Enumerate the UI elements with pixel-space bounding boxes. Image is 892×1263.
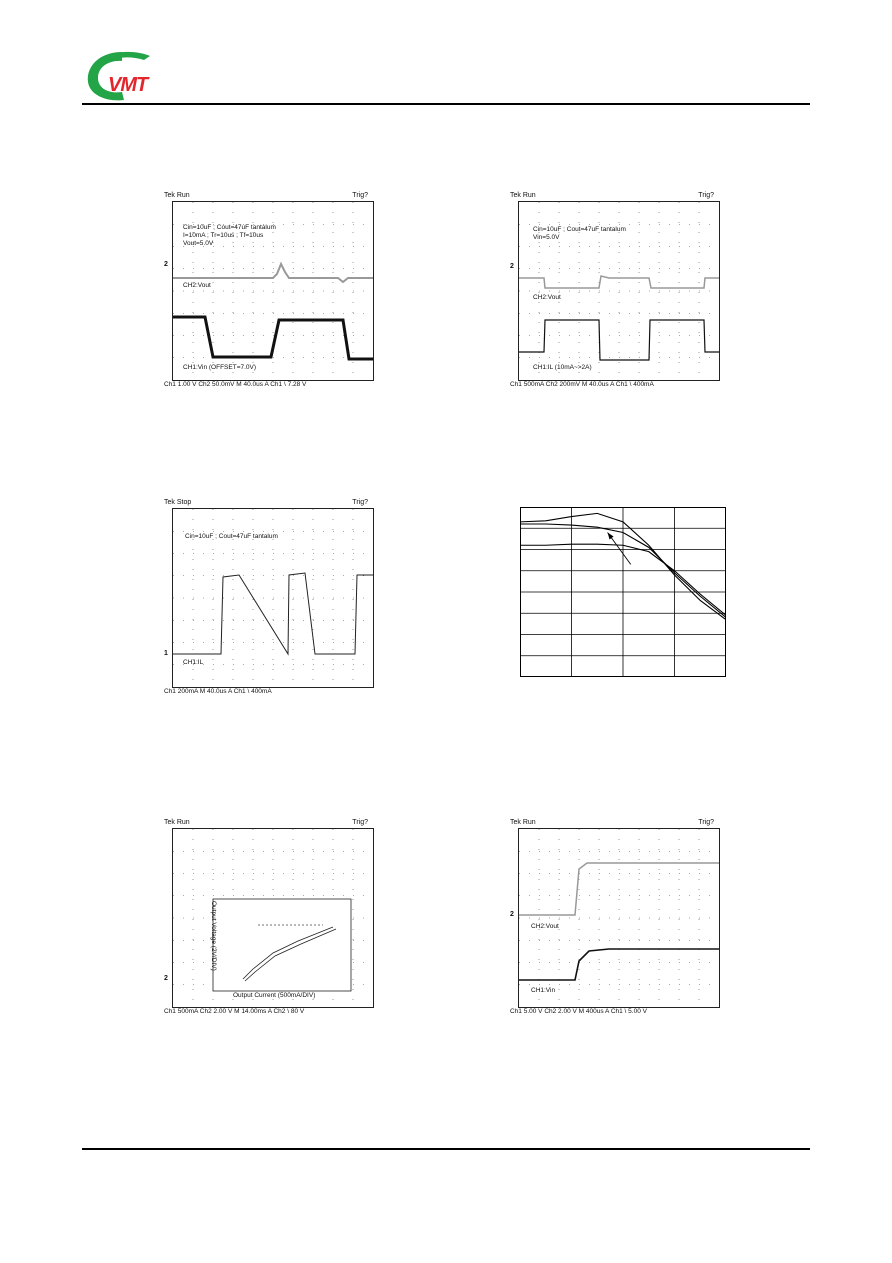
ch2-label: CH2:Vout <box>183 282 211 289</box>
note-line: Cin=10uF ; Cout=47uF tantalum <box>183 224 276 231</box>
scope-status: Tek Run <box>164 192 190 199</box>
ch2-marker: 2 <box>510 911 514 918</box>
chart-svg <box>520 507 726 677</box>
logo-text: VMT <box>108 74 148 96</box>
scope-status: Tek Run <box>510 192 536 199</box>
annotation-arrowhead <box>608 533 614 540</box>
scope-settings: Ch1 500mA Ch2 2.00 V M 14.00ms A Ch2 \ 80 V <box>164 1008 305 1015</box>
note-line: Cin=10uF ; Cout=47uF tantalum <box>185 533 278 540</box>
ch1-label: CH1:Vin (OFFSET=7.0V) <box>183 364 257 371</box>
trigger-status: Trig? <box>698 819 714 826</box>
ch2-label: CH2:Vout <box>533 294 561 301</box>
scope-startup <box>510 818 722 1016</box>
trigger-status: Trig? <box>698 192 714 199</box>
scope-screen <box>518 828 720 1008</box>
scope-current-limit <box>164 818 376 1016</box>
trigger-status: Trig? <box>352 192 368 199</box>
scope-settings: Ch1 200mA M 40.0us A Ch1 \ 400mA <box>164 688 272 695</box>
ch2-marker: 2 <box>164 975 168 982</box>
inset-ylabel: Output Voltage (2V/DIV) <box>210 901 217 971</box>
trigger-status: Trig? <box>352 819 368 826</box>
ch1-label: CH1:IL <box>183 659 204 666</box>
footer-rule <box>82 1148 810 1150</box>
scope-screen <box>172 828 374 1008</box>
scope-status: Tek Run <box>510 819 536 826</box>
company-logo <box>82 44 172 104</box>
scope-screen <box>518 201 720 381</box>
ch1-label: CH1:Vin <box>531 987 556 994</box>
scope-inductor-current <box>164 498 376 696</box>
note-line: I=10mA ; Tr=10us ; Tf=10us <box>183 232 264 239</box>
scope-settings: Ch1 500mA Ch2 200mV M 40.0us A Ch1 \ 400mA <box>510 381 654 388</box>
ch2-marker: 2 <box>510 263 514 270</box>
ch2-marker: 2 <box>164 261 168 268</box>
derating-chart <box>520 507 726 677</box>
ch1-label: CH1:IL (10mA~>2A) <box>533 364 592 371</box>
note-line: Vin=5.0V <box>533 234 560 241</box>
scope-settings: Ch1 1.00 V Ch2 50.0mV M 40.0us A Ch1 \ 7.28 V <box>164 381 307 388</box>
scope-screen <box>172 508 374 688</box>
note-line: Cin=10uF ; Cout=47uF tantalum <box>533 226 626 233</box>
inset-xlabel: Output Current (500mA/DIV) <box>233 992 316 999</box>
trigger-status: Trig? <box>352 499 368 506</box>
scope-line-transient <box>164 191 376 389</box>
scope-load-transient <box>510 191 722 389</box>
header-rule <box>82 103 810 105</box>
ch2-label: CH2:Vout <box>531 923 559 930</box>
note-line: Vout=5.0V <box>183 240 214 247</box>
scope-settings: Ch1 5.00 V Ch2 2.00 V M 400us A Ch1 \ 5.00 V <box>510 1008 647 1015</box>
ch1-marker: 1 <box>164 650 168 657</box>
scope-status: Tek Stop <box>164 499 192 506</box>
scope-screen <box>172 201 374 381</box>
scope-status: Tek Run <box>164 819 190 826</box>
